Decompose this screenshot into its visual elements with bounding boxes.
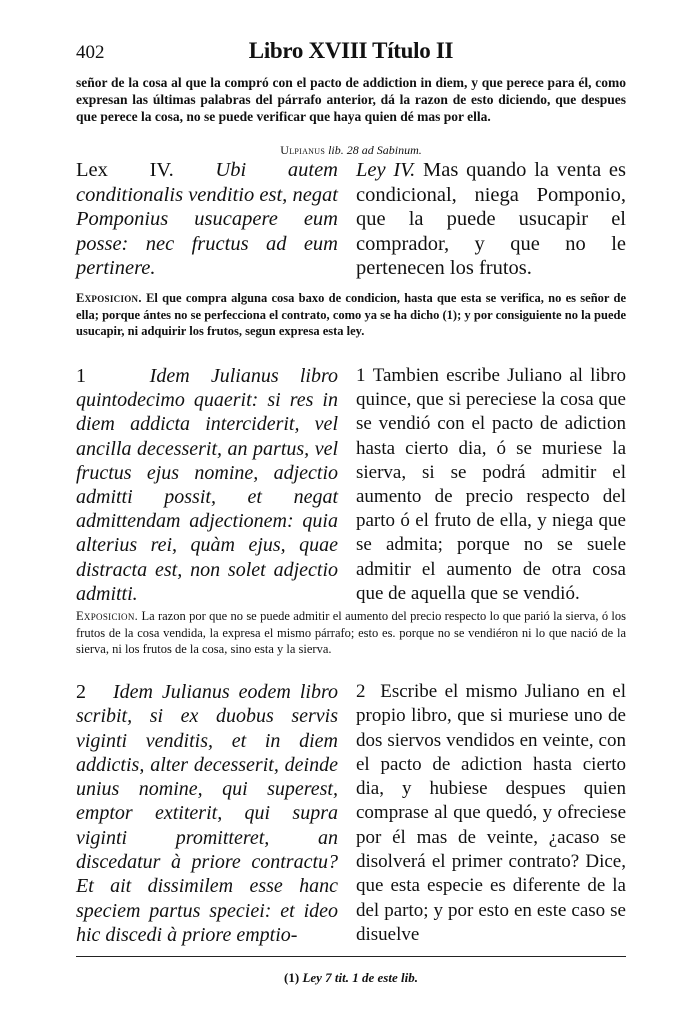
source-reference: lib. 28 ad Sabinum. [328,143,422,157]
footnote-marker: (1) [284,970,300,985]
footnote-divider [76,956,626,957]
section-2-spanish-text: Escribe el mismo Juliano en el propio libro, que si muriese uno de dos siervos vendidos en veinte, con el pacto de adiction hasta cierto dia, y hubiese despues quien comprase al que quedó, y ofreciese por él mas de veinte, ¿acaso se disolverá el primer contrato? Dice, que esta especie es diferente de la del parto; y por esto en este caso se disuelve [356,681,626,945]
running-title: Libro XVIII Título II [248,38,454,63]
exposition-2-label: Exposicion. [76,609,139,623]
section-1-latin [76,364,338,606]
section-1-spanish [356,364,626,606]
source-author: Ulpianus [280,143,326,157]
exposition-2 [76,608,626,658]
page-header [76,38,626,68]
lex4-latin-heading: Lex IV. [76,159,174,181]
exposition-1-text: El que compra alguna cosa baxo de condicion, hasta que esta se verifica, no es señor de ella; porque ántes no se perfecciona el contrato, como ya se ha dicho (1); y por consiguiente no la puede usucapir, ni adquirir los frutos, segun expresa esta ley. [76,291,626,338]
section-1-spanish-text: Tambien escribe Juliano al libro quince, que si pereciese la cosa que se vendió con el pacto de adiction hasta cierto dia, ó se muriese la sierva, si se podrá admitir el aumento de precio respecto del parto ó el fruto de ella, y niega que se admita; porque no se suele admitir el aumento de otra cosa que de aquella que se vendió. [356,365,626,604]
lex4-spanish-heading: Ley IV. [356,159,416,181]
footnote-text: Ley 7 tit. 1 de este lib. [302,970,418,985]
section-2-spanish-number: 2 [356,681,366,702]
section-2-latin [76,680,338,947]
section-1-latin-text: Idem Julianus libro quintodecimo quaerit: si res in diem addicta interciderit, vel ancilla decesserit, an partus, vel fructus ejus nomine, adjectio admitti possit, et negat admittendam adjectionem: quia alterius rei, quàm ejus, quae distracta est, non solet adjectio admitti. [76,365,338,605]
exposition-1 [76,290,626,340]
section-1-latin-number: 1 [76,365,86,387]
footnote [76,970,626,986]
page-number: 402 [76,42,105,63]
section-1-spanish-number: 1 [356,365,366,386]
section-2-latin-number: 2 [76,681,86,703]
exposition-1-label: Exposicion. [76,291,142,305]
carryover-paragraph: señor de la cosa al que la compró con el pacto de addiction in diem, y que perece para él, como expresan las últimas palabras del párrafo anterior, dá la razon de esto diciendo, que despues que perece la cosa, no se puede verificar que haya quien dé mas por ella. [76,75,626,124]
exposition-2-text: La razon por que no se puede admitir el aumento del precio respecto lo que parió la sierva, ó los frutos de la cosa vendida, la expresa el mismo párrafo; esto es. porque no se vendiéron ni lo que nació de la sierva, ni los frutos de la cosa, sino esta y la sierva. [76,609,627,656]
section-2-latin-text: Idem Julianus eodem libro scribit, si ex duobus servis viginti venditis, et in diem addictis, alter decesserit, deinde unius nomine, qui superest, emptor extiterit, qui supra viginti promitteret, an discedatur à priore contractu? Et ait dissimilem esse hanc speciem partus speciei: et ideo hic discedi à priore emptio- [76,681,339,946]
source-line [76,143,626,158]
lex4-spanish [356,158,626,281]
lex4-latin [76,158,338,281]
lex4-spanish-text: Mas quando la venta es condicional, niega Pomponio, que la puede usucapir el comprador, y que no le pertenecen los frutos. [356,159,627,279]
section-2-spanish [356,680,626,947]
lex4-latin-text: Ubi autem conditionalis venditio est, negat Pomponius usucapere eum posse: nec fructus ad eum pertinere. [76,159,338,279]
